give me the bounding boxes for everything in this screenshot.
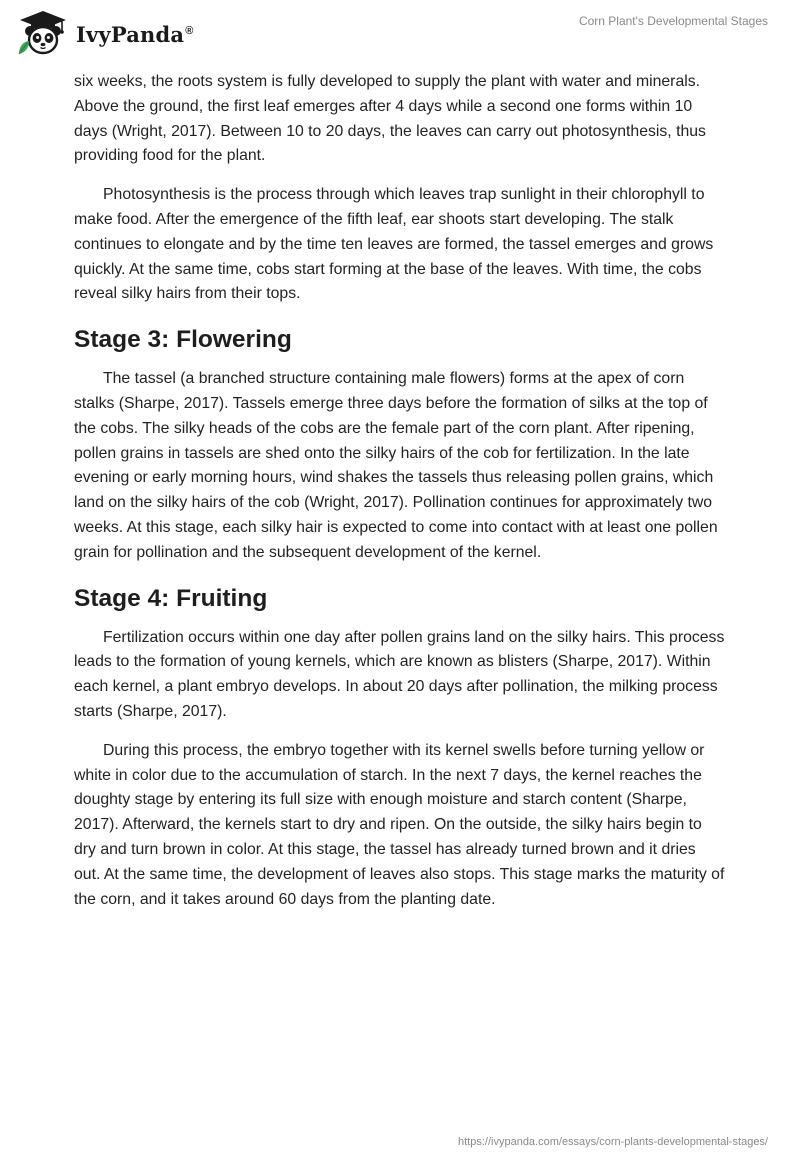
- paragraph-roots-leaves: six weeks, the roots system is fully developed to supply the plant with water and minerals. Above the ground, the first leaf emerges after 4 days while a second one forms within 10 days (Wright, 2017). Between 10 to 20 days, the leaves can carry out photosynthesis, thus providing food for the plant.: [74, 73, 706, 165]
- essay-body: [74, 70, 726, 926]
- registered-mark: ®: [185, 24, 194, 37]
- paragraph-fertilization: Fertilization occurs within one day after pollen grains land on the silky hairs. This process leads to the formation of young kernels, which are known as blisters (Sharpe, 2017). Within each kernel, a plant embryo develops. In about 20 days after pollination, the milking process starts (Sharpe, 2017).: [74, 628, 725, 720]
- page-header: [0, 0, 800, 70]
- paragraph-maturity: During this process, the embryo together with its kernel swells before turning yellow or white in color due to the accumulation of starch. In the next 7 days, the kernel reaches the doughty stage by entering its full size with enough moisture and starch content (Sharpe, 2017). Afterward, the kernels start to dry and ripen. On the outside, the silky hairs begin to dry and turn brown in color. At this stage, the tassel has already turned brown and it dries out. At the same time, the development of leaves also stops. This stage marks the maturity of the corn, and it takes around 60 days from the planting date.: [74, 741, 725, 908]
- heading-stage-3: Stage 3: Flowering: [74, 326, 292, 354]
- paragraph-flowering: The tassel (a branched structure containing male flowers) forms at the apex of corn stalks (Sharpe, 2017). Tassels emerge three days before the formation of silks at the top of the cobs. The silky heads of the cobs are the female part of the corn plant. After ripening, pollen grains in tassels are shed onto the silky hairs of the cob for fertilization. In the late evening or early morning hours, wind shakes the tassels thus releasing pollen grains, which land on the silky hairs of the cob (Wright, 2017). Pollination continues for approximately two weeks. At this stage, each silky hair is expected to come into contact with at least one pollen grain for pollination and the subsequent development of the kernel.: [74, 370, 718, 561]
- panda-graduate-icon: [16, 9, 70, 57]
- ivypanda-logo[interactable]: [16, 9, 194, 57]
- document-title: Corn Plant's Developmental Stages: [578, 14, 768, 28]
- logo-wordmark: IvyPanda®: [76, 21, 194, 47]
- heading-stage-4: Stage 4: Fruiting: [74, 584, 268, 612]
- paragraph-photosynthesis: Photosynthesis is the process through which leaves trap sunlight in their chlorophyll to make food. After the emergence of the fifth leaf, ear shoots start developing. The stalk continues to elongate and by the time ten leaves are formed, the tassel emerges and grows quickly. At the same time, cobs start forming at the base of the leaves. With time, the cobs reveal silky hairs from their tops.: [74, 186, 714, 303]
- source-url[interactable]: https://ivypanda.com/essays/corn-plants-developmental-stages/: [458, 1136, 768, 1148]
